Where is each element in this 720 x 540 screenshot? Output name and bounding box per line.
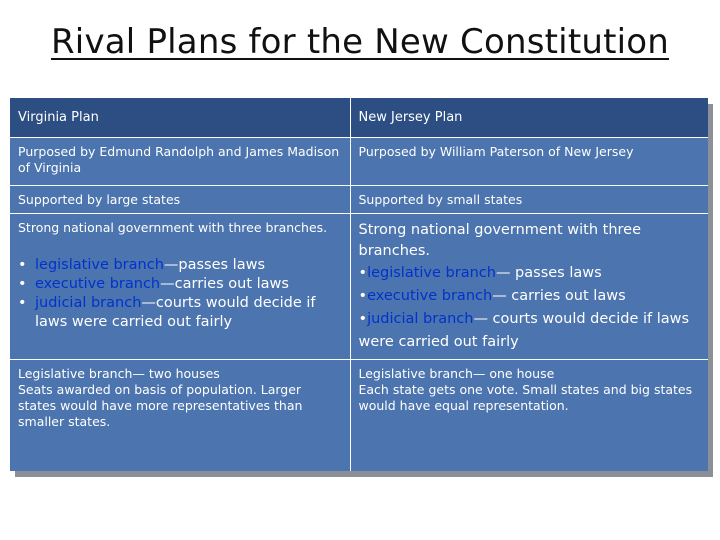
comparison-table	[10, 98, 708, 471]
table-header-row	[10, 98, 708, 138]
cell-new-jersey-proposer: Purposed by William Paterson of New Jersey	[350, 138, 708, 186]
bullet-icon: •	[18, 276, 27, 292]
branch-description: — courts would decide if laws were carried out fairly	[358, 311, 690, 350]
bullet-icon: •	[18, 295, 27, 311]
new-jersey-government-lead: Strong national government with three branches.	[358, 222, 642, 259]
table-row	[10, 360, 708, 472]
list-item	[18, 256, 343, 275]
cell-virginia-legislature	[10, 360, 350, 472]
header-new-jersey-plan: New Jersey Plan	[350, 98, 708, 138]
branch-description: — passes laws	[495, 265, 602, 281]
branch-description: —passes laws	[163, 257, 266, 273]
list-item	[18, 294, 343, 332]
new-jersey-branch-list	[359, 262, 702, 354]
branch-term: executive branch	[35, 276, 161, 292]
bullet-icon: •	[358, 288, 368, 304]
branch-term: executive branch	[367, 288, 493, 304]
slide-title: Rival Plans for the New Constitution	[50, 22, 670, 62]
virginia-legislature-detail: Seats awarded on basis of population. Larger states would have more representatives than smaller states.	[18, 382, 303, 429]
branch-term: legislative branch	[35, 257, 164, 273]
branch-term: judicial branch	[35, 295, 142, 311]
list-item	[359, 308, 702, 354]
cell-virginia-proposer: Purposed by Edmund Randolph and James Madison of Virginia	[10, 138, 350, 186]
branch-term: legislative branch	[367, 265, 496, 281]
virginia-legislature-heading: Legislative branch— two houses	[18, 366, 220, 381]
virginia-government-lead: Strong national government with three branches.	[18, 220, 328, 235]
cell-virginia-support: Supported by large states	[10, 186, 350, 214]
table-row	[10, 138, 708, 186]
cell-new-jersey-support: Supported by small states	[350, 186, 708, 214]
virginia-branch-list	[18, 256, 343, 332]
table-row	[10, 214, 708, 360]
list-item	[18, 275, 343, 294]
list-item	[359, 262, 702, 285]
header-virginia-plan: Virginia Plan	[10, 98, 350, 138]
branch-description: —courts would decide if laws were carried out fairly	[35, 295, 316, 330]
table-row	[10, 186, 708, 214]
bullet-icon: •	[358, 311, 368, 327]
bullet-icon: •	[358, 265, 368, 281]
branch-description: — carries out laws	[492, 288, 626, 304]
cell-new-jersey-government	[350, 214, 708, 360]
new-jersey-legislature-heading: Legislative branch— one house	[358, 366, 555, 381]
list-item	[359, 285, 702, 308]
branch-description: —carries out laws	[160, 276, 289, 292]
branch-term: judicial branch	[367, 311, 474, 327]
bullet-icon: •	[18, 257, 27, 273]
cell-new-jersey-legislature	[350, 360, 708, 472]
new-jersey-legislature-detail: Each state gets one vote. Small states and big states would have equal representation.	[358, 382, 693, 413]
cell-virginia-government	[10, 214, 350, 360]
